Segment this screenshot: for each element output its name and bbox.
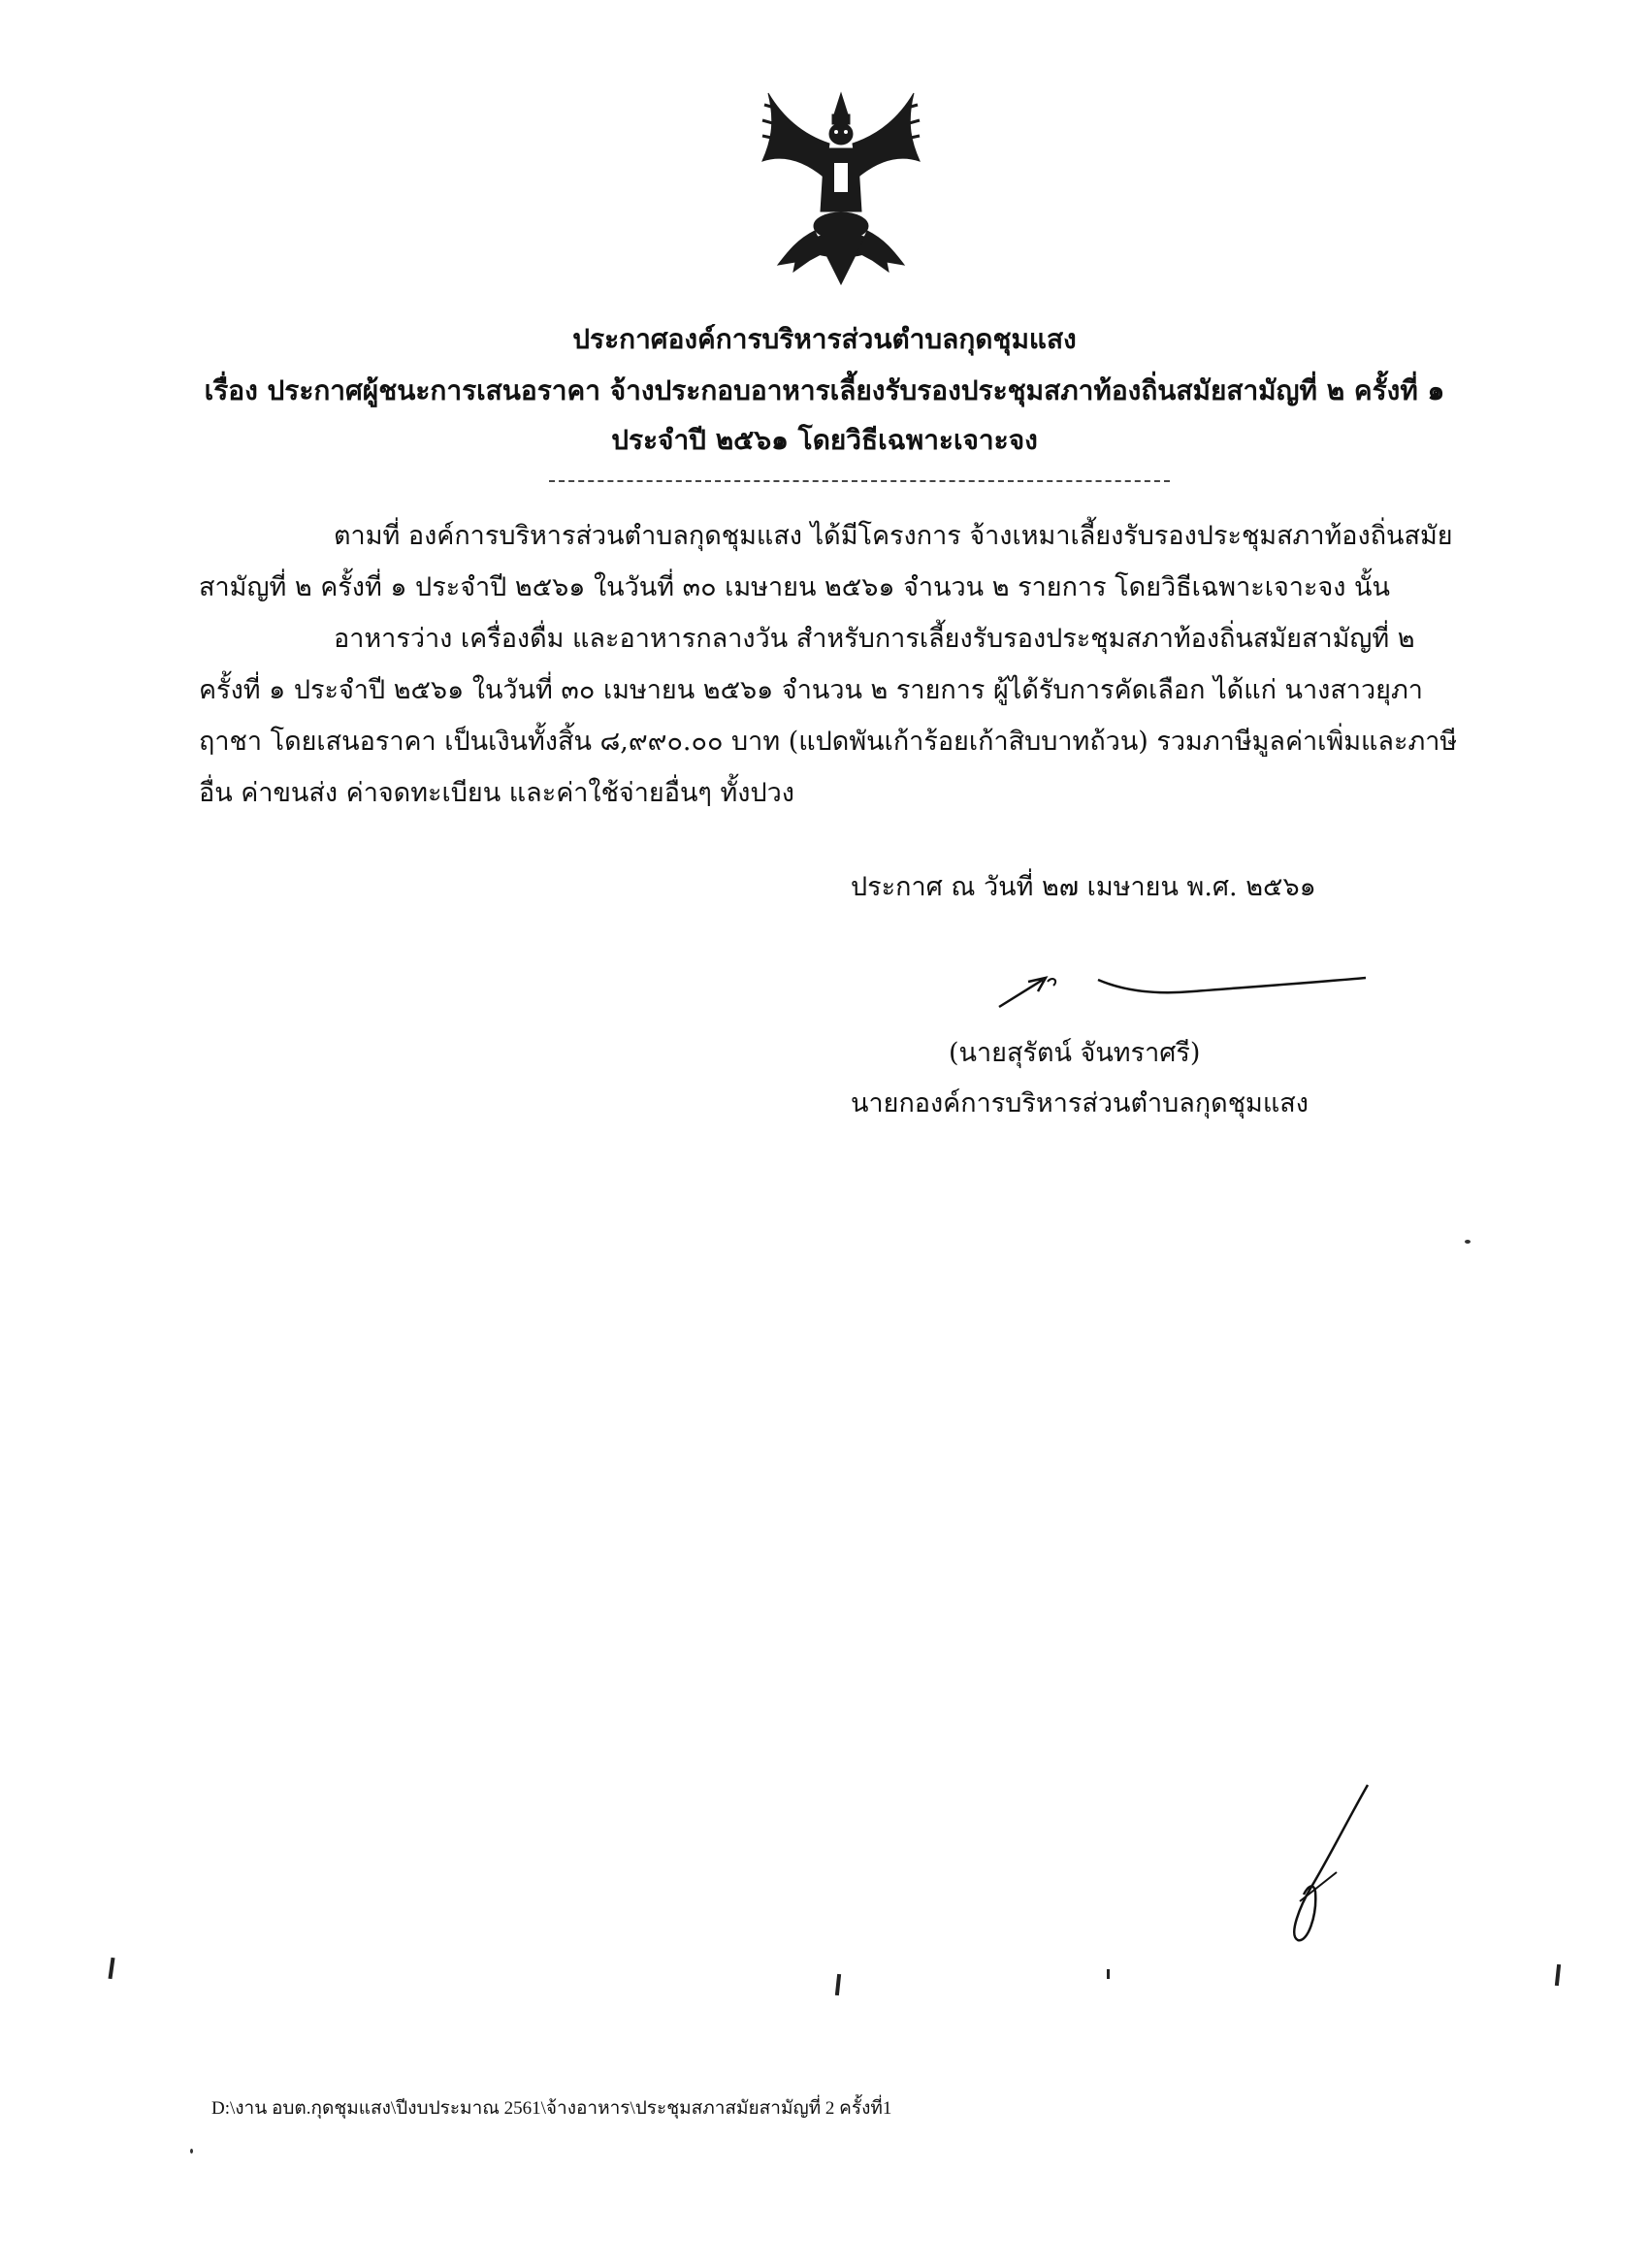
scan-mark — [1107, 1969, 1110, 1979]
paragraph-2-line-4: อื่น ค่าขนส่ง ค่าจดทะเบียน และค่าใช้จ่ายอื่นๆ ทั้งปวง — [199, 778, 794, 808]
handwritten-signature — [989, 960, 1368, 1019]
announcement-date: ประกาศ ณ วันที่ ๒๗ เมษายน พ.ศ. ๒๕๖๑ — [851, 872, 1316, 902]
scan-speck — [190, 2149, 193, 2154]
scan-mark — [835, 1974, 841, 1995]
garuda-emblem-icon — [757, 85, 926, 289]
signatory-name: (นายสุรัตน์ จันทราศรี) — [949, 1038, 1201, 1068]
paragraph-1-line-1: ตามที่ องค์การบริหารส่วนตำบลกุดชุมแสง ได้มีโครงการ จ้างเหมาเลี้ยงรับรองประชุมสภาท้องถิ่นสมัย — [334, 521, 1453, 551]
paragraph-2-line-2: ครั้งที่ ๑ ประจำปี ๒๕๖๑ ในวันที่ ๓๐ เมษายน ๒๕๖๑ จำนวน ๒ รายการ ผู้ได้รับการคัดเลือก ได้แก่ นางสาวยุภา — [199, 675, 1423, 705]
announcement-subject-continued: ประจำปี ๒๕๖๑ โดยวิธีเฉพาะเจาะจง — [611, 424, 1038, 456]
signatory-title: นายกองค์การบริหารส่วนตำบลกุดชุมแสง — [851, 1088, 1309, 1118]
scan-speck — [1465, 1240, 1471, 1244]
header-separator — [549, 480, 1170, 482]
handwritten-initial-mark — [1261, 1780, 1377, 1945]
paragraph-1-line-2: สามัญที่ ๒ ครั้งที่ ๑ ประจำปี ๒๕๖๑ ในวันที่ ๓๐ เมษายน ๒๕๖๑ จำนวน ๒ รายการ โดยวิธีเฉพาะเจาะจง นั้น — [199, 572, 1390, 602]
announcement-heading: ประกาศองค์การบริหารส่วนตำบลกุดชุมแสง — [572, 323, 1077, 355]
announcement-subject: เรื่อง ประกาศผู้ชนะการเสนอราคา จ้างประกอบอาหารเลี้ยงรับรองประชุมสภาท้องถิ่นสมัยสามัญที่ ๒ ครั้งที่ ๑ — [204, 374, 1445, 406]
paragraph-2-line-3: ฤาชา โดยเสนอราคา เป็นเงินทั้งสิ้น ๘,๙๙๐.๐๐ บาท (แปดพันเก้าร้อยเก้าสิบบาทถ้วน) รวมภาษีมูลค่าเพิ่มและภาษี — [199, 727, 1458, 757]
scan-mark — [108, 1958, 114, 1979]
paragraph-2-line-1: อาหารว่าง เครื่องดื่ม และอาหารกลางวัน สำหรับการเลี้ยงรับรองประชุมสภาท้องถิ่นสมัยสามัญที่ ๒ — [334, 624, 1415, 654]
footer-file-path: D:\งาน อบต.กุดชุมแสง\ปีงบประมาณ 2561\จ้างอาหาร\ประชุมสภาสมัยสามัญที่ 2 ครั้งที่1 — [211, 2098, 892, 2119]
scan-mark — [1555, 1964, 1561, 1986]
